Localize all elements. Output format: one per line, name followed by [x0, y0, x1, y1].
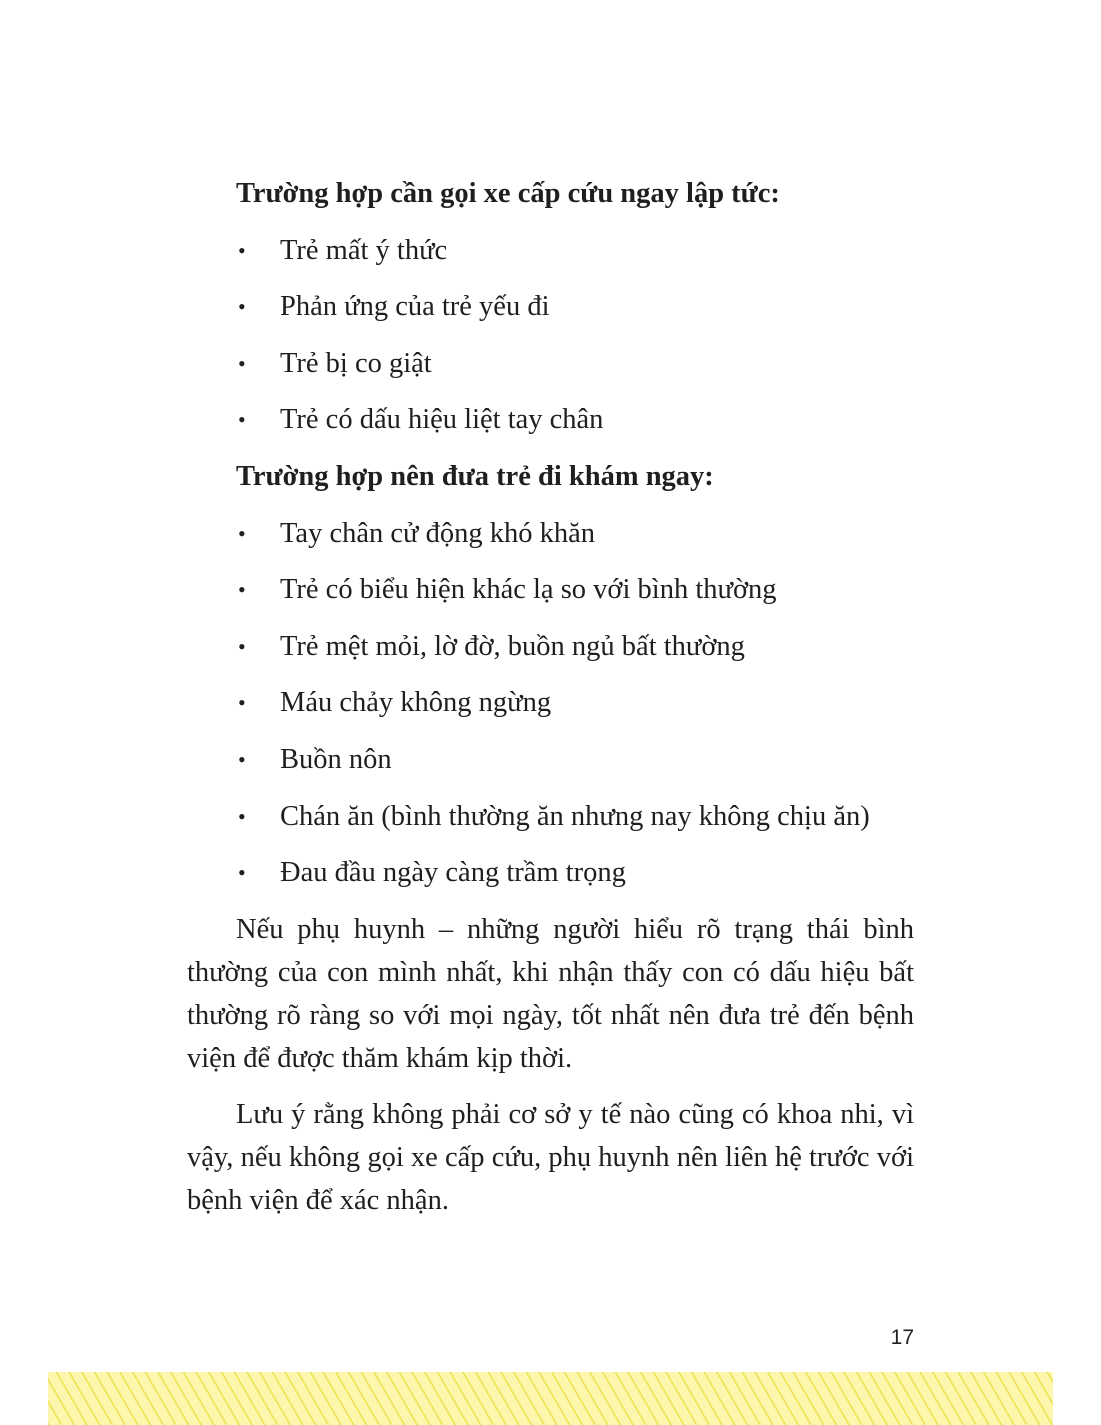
emergency-heading: Trường hợp cần gọi xe cấp cứu ngay lập tức:: [236, 178, 780, 209]
page-number: 17: [890, 1326, 914, 1349]
list-item: [187, 789, 914, 846]
list-item: [187, 223, 914, 280]
list-item-text: Trẻ mệt mỏi, lờ đờ, buồn ngủ bất thường: [280, 630, 745, 662]
body-paragraph-note: Lưu ý rằng không phải cơ sở y tế nào cũng có khoa nhi, vì vậy, nếu không gọi xe cấp cứu, phụ huynh nên liên hệ trước với bệnh viện để xác nhận.: [187, 1098, 914, 1216]
list-item: [187, 675, 914, 732]
list-item-text: Trẻ mất ý thức: [280, 234, 448, 266]
bullet-icon: •: [238, 690, 246, 716]
page-content: [187, 166, 914, 1222]
bullet-icon: •: [238, 577, 246, 603]
bullet-icon: •: [238, 633, 246, 659]
bullet-icon: •: [238, 520, 246, 546]
list-item: [187, 562, 914, 619]
list-item: [187, 845, 914, 902]
list-item-text: Buồn nôn: [280, 743, 392, 775]
bullet-icon: •: [238, 803, 246, 829]
list-item-text: Trẻ có biểu hiện khác lạ so với bình thường: [280, 574, 777, 606]
list-item: [187, 392, 914, 449]
bullet-icon: •: [238, 407, 246, 433]
list-item-text: Phản ứng của trẻ yếu đi: [280, 291, 550, 323]
list-item-text: Chán ăn (bình thường ăn nhưng nay không chịu ăn): [280, 800, 870, 832]
bullet-icon: •: [238, 746, 246, 772]
list-item: [187, 732, 914, 789]
clinic-list: [187, 506, 914, 902]
list-item-text: Đau đầu ngày càng trầm trọng: [280, 857, 626, 889]
list-item: [187, 279, 914, 336]
decorative-footer-band: [48, 1372, 1053, 1425]
list-item: [187, 506, 914, 563]
bullet-icon: •: [238, 860, 246, 886]
bullet-icon: •: [238, 294, 246, 320]
list-item-text: Trẻ bị co giật: [280, 347, 432, 379]
body-paragraph-parents: Nếu phụ huynh – những người hiểu rõ trạng thái bình thường của con mình nhất, khi nhận thấy con có dấu hiệu bất thường rõ ràng so với mọi ngày, tốt nhất nên đưa trẻ đến bệnh viện để được thăm khám kịp thời.: [187, 913, 914, 1074]
list-item: [187, 336, 914, 393]
clinic-heading: Trường hợp nên đưa trẻ đi khám ngay:: [236, 460, 714, 492]
list-item-text: Tay chân cử động khó khăn: [280, 517, 595, 549]
list-item: [187, 619, 914, 676]
bullet-icon: •: [238, 350, 246, 376]
emergency-list: [187, 223, 914, 449]
bullet-icon: •: [238, 237, 246, 263]
list-item-text: Máu chảy không ngừng: [280, 687, 552, 719]
list-item-text: Trẻ có dấu hiệu liệt tay chân: [280, 404, 604, 436]
